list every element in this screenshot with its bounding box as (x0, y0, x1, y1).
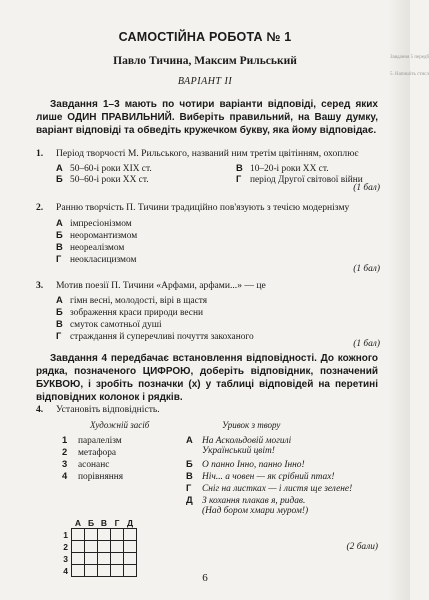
grid-col-d: Г (114, 517, 120, 528)
q1-points: (1 бал) (353, 183, 380, 193)
grid-cell[interactable] (85, 541, 98, 553)
q2-option-d[interactable]: Г неокласицизмом (56, 253, 137, 265)
grid-cell[interactable] (72, 529, 85, 541)
grid-cell[interactable] (98, 541, 111, 553)
q1-option-a[interactable]: А 50–60-і роки ХІХ ст. (56, 162, 152, 174)
answer-grid (56, 517, 137, 577)
grid-cell[interactable] (85, 553, 98, 565)
question-4-text: Установіть відповідність. (56, 404, 160, 415)
q2-option-b[interactable]: Б неоромантизмом (56, 229, 138, 241)
grid-col-e: Д (126, 517, 134, 528)
right-column-header: Уривок з твору (222, 420, 281, 430)
q3-option-a[interactable]: А гімн весні, молодості, вірі в щастя (56, 294, 208, 306)
grid-row-4: 4 (63, 565, 68, 576)
grid-cell[interactable] (124, 553, 137, 565)
match-right-a: А На Аскольдовій могилі (186, 434, 292, 446)
question-4 (36, 404, 380, 416)
grid-cell[interactable] (98, 529, 111, 541)
variant-heading: ВАРІАНТ ІІ (177, 76, 233, 87)
match-right-e-line2: (Над бором хмари муром!) (202, 506, 309, 516)
q1-option-b[interactable]: Б 50–60-і роки ХХ ст. (56, 173, 149, 185)
grid-col-c: В (100, 517, 108, 528)
q1-option-d[interactable]: Г період Другої світової війни (236, 173, 363, 185)
match-right-d: Г Сніг на листках — і листя ще зелене! (186, 482, 353, 494)
q3-option-b[interactable]: Б зображення краси природи весни (56, 306, 204, 318)
match-right-a-line2: Український цвіт! (202, 446, 275, 456)
question-4-number: 4. (36, 404, 44, 415)
page-title: САМОСТІЙНА РОБОТА № 1 (118, 30, 292, 44)
grid-cell[interactable] (111, 553, 124, 565)
question-3-number: 3. (36, 280, 44, 291)
question-3 (36, 280, 380, 352)
q3-option-c[interactable]: В смуток самотньої душі (56, 318, 162, 330)
grid-cell[interactable] (111, 541, 124, 553)
q4-points: (2 бали) (346, 542, 378, 552)
match-left-2: 2 метафора (62, 446, 117, 458)
bleed-text-1: Завдання 5 передб (390, 55, 429, 60)
q2-option-a[interactable]: А імпресіонізмом (56, 217, 132, 229)
match-right-e: Д З кохання плакав я, ридав. (186, 494, 306, 506)
q2-points: (1 бал) (353, 264, 380, 274)
instruction-tasks-1-3: Завдання 1–3 мають по чотири варіанти відповіді, серед яких лише ОДИН ПРАВИЛЬНИЙ. Виберіть правильний, на Вашу думку, варіант відповіді та обведіть кружечком букву, яка йому відповідає. (36, 99, 378, 136)
grid-cell[interactable] (72, 541, 85, 553)
question-3-text: Мотив поезії П. Тичини «Арфами, арфами...» — це (56, 280, 266, 291)
page-number: 6 (202, 572, 208, 584)
instruction-task-4: Завдання 4 передбачає встановлення відповідності. До кожного рядка, позначеного ЦИФРОЮ, доберіть відповідник, позначений БУКВОЮ, і зробіть позначки (х) у таблиці відповідей на перетині відповідних колонок і рядків. (36, 353, 378, 403)
match-right-c: В Ніч... а човен — як срібний птах! (186, 470, 335, 482)
bleed-text-2: 5. Напишіть стисл (390, 72, 429, 77)
grid-cell[interactable] (124, 541, 137, 553)
question-1-number: 1. (36, 148, 44, 159)
left-column-header: Художній засіб (90, 420, 150, 430)
grid-row-1: 1 (63, 529, 68, 540)
grid-cell[interactable] (72, 553, 85, 565)
match-right-b: Б О панно Інно, панно Інно! (186, 458, 305, 470)
grid-cell[interactable] (85, 529, 98, 541)
authors-heading: Павло Тичина, Максим Рильський (113, 55, 297, 67)
grid-cell[interactable] (98, 553, 111, 565)
q2-option-c[interactable]: В неореалізмом (56, 241, 125, 253)
question-1-text: Період творчості М. Рильського, названий ним третім цвітінням, охоплює (56, 148, 359, 159)
question-2-text: Ранню творчість П. Тичини традиційно пов'язують з течією модернізму (56, 202, 350, 213)
match-left-4: 4 порівняння (62, 470, 124, 482)
q3-option-d[interactable]: Г страждання й суперечливі почуття закоханого (56, 330, 254, 342)
question-2-number: 2. (36, 202, 44, 213)
q1-option-c[interactable]: В 10–20-і роки ХХ ст. (236, 162, 329, 174)
question-1 (36, 148, 380, 192)
match-left-1: 1 паралелізм (62, 434, 122, 446)
grid-col-a: А (74, 517, 82, 528)
match-left-3: 3 асонанс (62, 458, 110, 470)
grid-row-3: 3 (63, 553, 68, 564)
grid-col-b: Б (87, 517, 95, 528)
q3-points: (1 бал) (353, 339, 380, 349)
facing-page-edge (388, 0, 429, 600)
grid-cell[interactable] (111, 529, 124, 541)
question-2 (36, 202, 380, 274)
grid-row-2: 2 (63, 541, 68, 552)
grid-cell[interactable] (124, 529, 137, 541)
